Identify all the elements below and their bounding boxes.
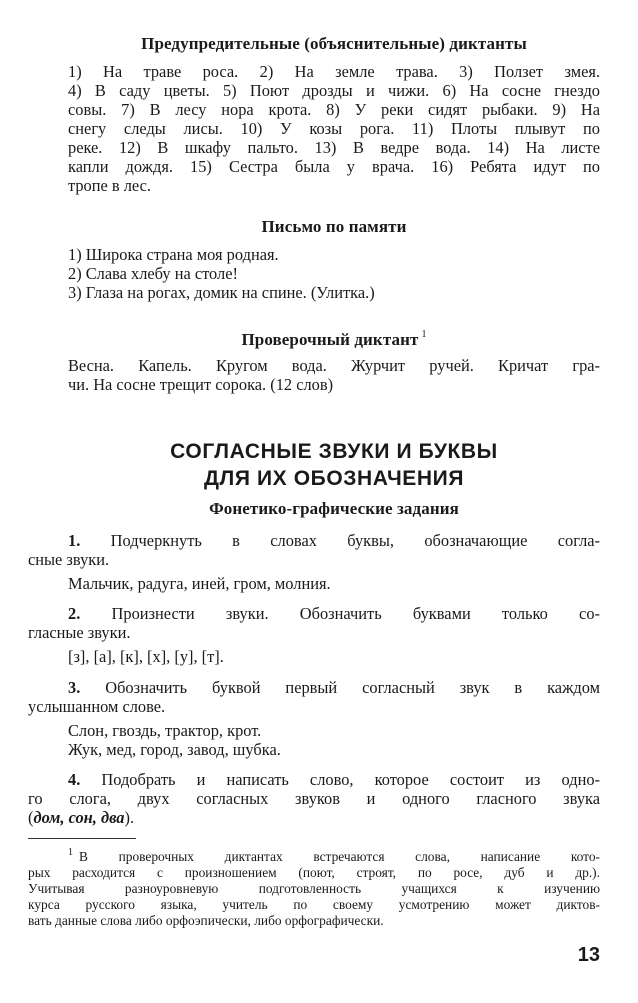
- page: [28, 0, 601, 1003]
- text-line: капли дождя. 15) Сестра была у врача. 16) Ребята идут по: [68, 157, 600, 176]
- list-item: 1) Широка страна моя родная.: [68, 245, 279, 264]
- task-question-text: Подобрать и написать слово, которое состоит из одно-: [101, 770, 600, 789]
- footnote: [28, 845, 600, 929]
- footnote-text: В проверочных диктантах встречаются слова, написание кото-: [79, 849, 600, 864]
- task-number: 1.: [68, 531, 81, 550]
- text-line: чи. На сосне трещит сорока. (12 слов): [68, 375, 334, 394]
- paren-open: (: [28, 808, 34, 827]
- page-number: 13: [577, 944, 600, 966]
- chapter-heading: [68, 438, 600, 492]
- memory-writing-list: [68, 245, 600, 302]
- footnote-mark: 1: [68, 847, 73, 858]
- task-number: 4.: [68, 770, 81, 789]
- text-line: 4) В саду цветы. 5) Поют дрозды и чижи. 6) На сосне гнездо: [68, 81, 600, 100]
- section-title-warning-dictation: Предупредительные (объяснительные) диктанты: [141, 34, 527, 53]
- chapter-title-line1: СОГЛАСНЫЕ ЗВУКИ И БУКВЫ: [170, 440, 498, 463]
- footnote-reference: 1: [421, 329, 427, 340]
- task-question-text: Произнести звуки. Обозначить буквами только со-: [111, 604, 600, 623]
- task-number: 3.: [68, 678, 81, 697]
- task-question-text: Подчеркнуть в словах буквы, обозначающие согла-: [110, 531, 600, 550]
- check-dictation-title-text: Проверочный диктант: [241, 330, 419, 349]
- task-question-line: [68, 531, 600, 550]
- task-question-text: Обозначить буквой первый согласный звук в каждом: [105, 678, 601, 697]
- paren-close: ).: [124, 808, 135, 827]
- task-examples: дом, сон, два: [33, 808, 125, 827]
- list-item: 3) Глаза на рогах, домик на спине. (Улитка.): [68, 283, 375, 302]
- section-title-check-dictation: [68, 329, 600, 350]
- task-question-line: сные звуки.: [28, 550, 110, 569]
- task-answer: Жук, мед, город, завод, шубка.: [68, 740, 281, 759]
- text-line: совы. 7) В лесу нора крота. 8) У реки сидят рыбаки. 9) На: [68, 100, 600, 119]
- list-item: 2) Слава хлебу на столе!: [68, 264, 238, 283]
- section-title-memory-writing: Письмо по памяти: [261, 217, 407, 236]
- task-2: [28, 604, 600, 666]
- chapter-title-line2: ДЛЯ ИХ ОБОЗНАЧЕНИЯ: [203, 467, 465, 490]
- task-question-line: го слога, двух согласных звуков и одного гласного звука: [28, 789, 600, 808]
- check-dictation-text: [68, 356, 600, 394]
- task-question-line: [28, 808, 600, 827]
- text-line: реке. 12) В шкафу пальто. 13) В ведре вода. 14) На листе: [68, 138, 600, 157]
- warning-dictation-text: [68, 62, 600, 195]
- task-1: [28, 531, 600, 593]
- text-line: Весна. Капель. Кругом вода. Журчит ручей. Кричат гра-: [68, 356, 600, 375]
- footnote-line: вать данные слова либо орфоэпически, либо орфографически.: [28, 913, 384, 928]
- footnote-line: рых расходится с произношением (поют, строят, по росе, дуб и др.).: [28, 865, 600, 880]
- task-number: 2.: [68, 604, 81, 623]
- text-line: снегу следы лисы. 10) У козы рога. 11) Плоты плывут по: [68, 119, 600, 138]
- task-answer: Мальчик, радуга, иней, гром, молния.: [68, 574, 331, 593]
- footnote-divider: [28, 838, 136, 839]
- footnote-line: [28, 845, 600, 865]
- footnote-line: Учитывая разноуровневую подготовленность учащихся к изучению: [28, 881, 600, 896]
- footnote-line: курса русского языка, учитель по своему усмотрению может диктов-: [28, 897, 600, 912]
- task-question-line: гласные звуки.: [28, 623, 131, 642]
- chapter-subtitle: Фонетико-графические задания: [209, 499, 459, 518]
- task-question-line: [68, 604, 600, 623]
- text-line: 1) На траве роса. 2) На земле трава. 3) Ползет змея.: [68, 62, 600, 81]
- text-line: тропе в лес.: [68, 176, 151, 195]
- task-question-line: [68, 770, 600, 789]
- task-4: [28, 770, 600, 827]
- task-question-line: услышанном слове.: [28, 697, 166, 716]
- task-3: [28, 678, 601, 759]
- task-answer: Слон, гвоздь, трактор, крот.: [68, 721, 262, 740]
- task-question-line: [68, 678, 600, 697]
- task-answer: [з], [а], [к], [х], [у], [т].: [68, 647, 224, 666]
